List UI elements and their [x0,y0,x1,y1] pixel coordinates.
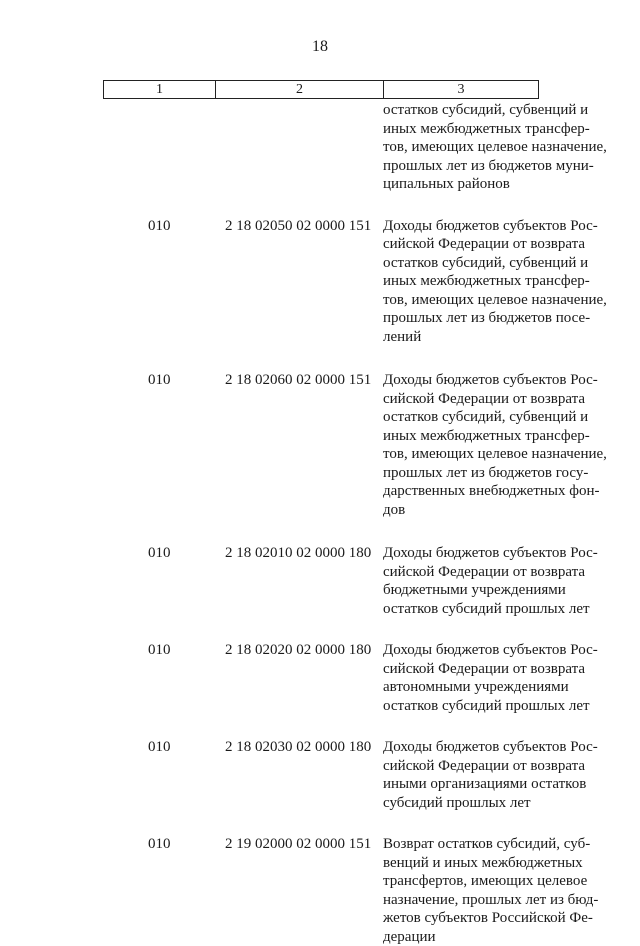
chief-administrator-code: 010 [148,641,171,660]
description-line: прошлых лет из бюджетов муни- [383,157,603,176]
chief-administrator-code: 010 [148,217,171,236]
description-line: Доходы бюджетов субъектов Рос- [383,371,603,390]
description-line: венций и иных межбюджетных [383,854,603,873]
row-spacer [0,346,640,371]
table-row [0,544,640,618]
description-line: Доходы бюджетов субъектов Рос- [383,641,603,660]
page-number: 18 [0,38,640,56]
revenue-classification-code: 2 18 02030 02 0000 180 [225,738,371,757]
revenue-classification-code: 2 19 02000 02 0000 151 [225,835,371,854]
description-line: сийской Федерации от возврата [383,660,603,679]
description-line: лений [383,328,603,347]
row-spacer [0,618,640,641]
table-row [0,217,640,347]
revenue-description [383,641,603,715]
chief-administrator-code: 010 [148,835,171,854]
description-line: иными организациями остатков [383,775,603,794]
description-line: сийской Федерации от возврата [383,563,603,582]
row-spacer [0,812,640,835]
description-line: сийской Федерации от возврата [383,235,603,254]
chief-administrator-code: 010 [148,738,171,757]
revenue-description [383,738,603,812]
description-line: дерации [383,928,603,946]
header-col-2: 2 [216,81,384,98]
description-line: бюджетными учреждениями [383,581,603,600]
description-line: остатков субсидий, субвенций и [383,101,603,120]
description-line: жетов субъектов Российской Фе- [383,909,603,928]
chief-administrator-code: 010 [148,371,171,390]
revenue-description [383,217,603,347]
description-line: сийской Федерации от возврата [383,390,603,409]
description-line: прошлых лет из бюджетов госу- [383,464,603,483]
revenue-description [383,544,603,618]
table-body [0,101,640,946]
description-line: трансфертов, имеющих целевое [383,872,603,891]
description-line: дарственных внебюджетных фон- [383,482,603,501]
table-row [0,641,640,715]
header-col-3: 3 [384,81,538,98]
row-spacer [0,519,640,544]
description-line: тов, имеющих целевое назначение, [383,291,603,310]
row-spacer [0,194,640,217]
revenue-classification-code: 2 18 02050 02 0000 151 [225,217,371,236]
description-line: остатков субсидий, субвенций и [383,408,603,427]
description-line: иных межбюджетных трансфер- [383,427,603,446]
table-row [0,371,640,519]
description-line: автономными учреждениями [383,678,603,697]
description-line: прошлых лет из бюджетов посе- [383,309,603,328]
table-header [103,80,539,99]
chief-administrator-code: 010 [148,544,171,563]
revenue-description [383,371,603,519]
description-line: ципальных районов [383,175,603,194]
description-line: иных межбюджетных трансфер- [383,272,603,291]
description-line: назначение, прошлых лет из бюд- [383,891,603,910]
table-row [0,101,640,194]
description-line: Доходы бюджетов субъектов Рос- [383,544,603,563]
table-row [0,738,640,812]
description-line: Возврат остатков субсидий, суб- [383,835,603,854]
description-line: субсидий прошлых лет [383,794,603,813]
description-line: остатков субсидий, субвенций и [383,254,603,273]
table-row [0,835,640,946]
description-line: остатков субсидий прошлых лет [383,697,603,716]
description-line: тов, имеющих целевое назначение, [383,138,603,157]
description-line: Доходы бюджетов субъектов Рос- [383,738,603,757]
description-line: тов, имеющих целевое назначение, [383,445,603,464]
revenue-classification-code: 2 18 02060 02 0000 151 [225,371,371,390]
description-line: сийской Федерации от возврата [383,757,603,776]
header-col-1: 1 [104,81,216,98]
revenue-classification-code: 2 18 02020 02 0000 180 [225,641,371,660]
row-spacer [0,715,640,738]
revenue-classification-code: 2 18 02010 02 0000 180 [225,544,371,563]
description-line: Доходы бюджетов субъектов Рос- [383,217,603,236]
revenue-description [383,835,603,946]
description-line: иных межбюджетных трансфер- [383,120,603,139]
description-line: дов [383,501,603,520]
description-line: остатков субсидий прошлых лет [383,600,603,619]
revenue-description [383,101,603,194]
